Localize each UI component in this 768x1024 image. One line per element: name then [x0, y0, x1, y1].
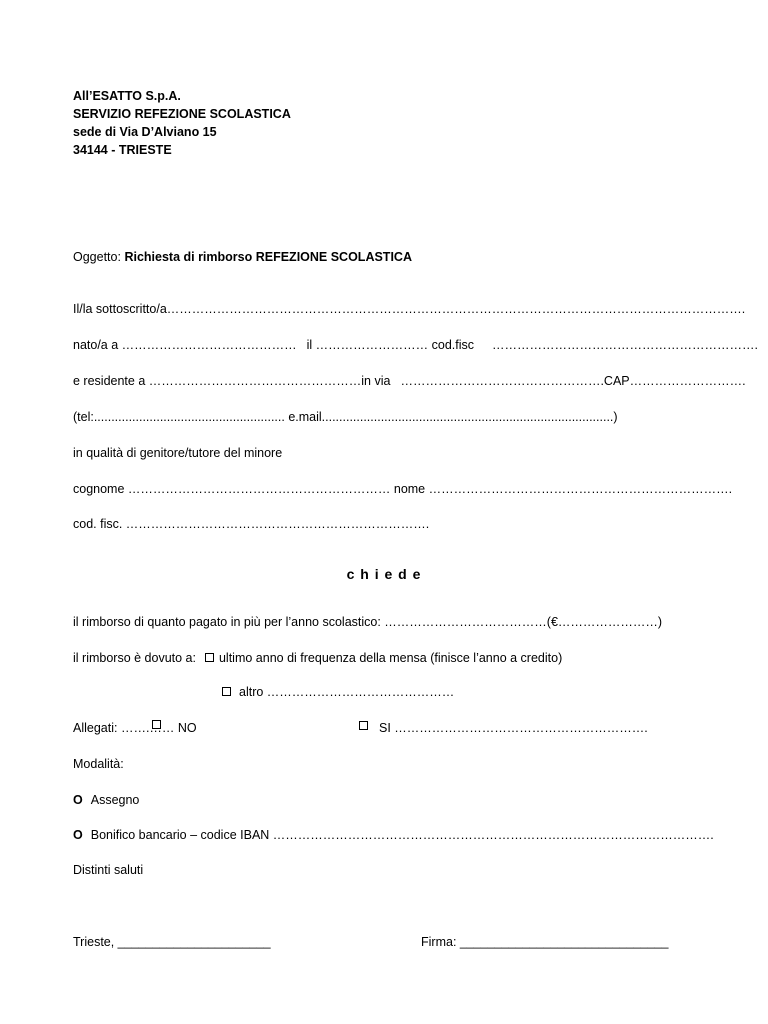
field-sottoscritto[interactable]: Il/la sottoscritto/a………………………………………………………………………………………………………………………….	[73, 302, 746, 316]
checkbox-allegati-si[interactable]	[359, 721, 368, 730]
field-codfisc-minore[interactable]: cod. fisc. ……………………………………………………………….	[73, 517, 430, 531]
recipient-department: SERVIZIO REFEZIONE SCOLASTICA	[73, 107, 291, 121]
field-cognome-nome[interactable]: cognome ……………………………………………………… nome ……………………………………………………………….	[73, 482, 733, 496]
field-via-cap: ………………………………………….CAP……………………….	[400, 374, 746, 388]
field-qualita: in qualità di genitore/tutore del minore	[73, 446, 283, 460]
field-nato: nato/a a ……………………………………	[73, 338, 297, 352]
recipient-company: All’ESATTO S.p.A.	[73, 89, 181, 103]
field-residenza-row[interactable]	[73, 373, 746, 389]
allegati-si[interactable]: SI …………………………………………………….	[379, 721, 648, 735]
field-residente: e residente a ……………………………………………in via	[73, 374, 391, 388]
allegati-label: Allegati: …….……	[73, 721, 175, 735]
option-assegno-row[interactable]	[73, 792, 139, 808]
field-il-codfisc: il ……………………… cod.fisc	[306, 338, 475, 352]
closing-saluti: Distinti saluti	[73, 863, 144, 877]
radio-assegno-icon[interactable]: O	[73, 793, 83, 807]
recipient-address: sede di Via D’Alviano 15	[73, 125, 217, 139]
allegati-si-row	[359, 720, 648, 736]
field-firma[interactable]: Firma: ______________________________	[421, 935, 669, 949]
field-nato-row[interactable]	[73, 337, 758, 353]
modalita-label: Modalità:	[73, 757, 124, 771]
chiede-title: c h i e d e	[346, 566, 422, 582]
rimborso-dovuto-label: il rimborso è dovuto a:	[73, 651, 196, 665]
option-bonifico: Bonifico bancario – codice IBAN …………………………………………………………………………………………….	[90, 828, 714, 842]
recipient-city: 34144 - TRIESTE	[73, 143, 172, 157]
rimborso-dovuto-row	[73, 650, 562, 666]
checkbox-altro[interactable]	[222, 687, 231, 696]
checkbox-ultimo-anno[interactable]	[205, 653, 214, 662]
checkbox-allegati-no[interactable]	[152, 720, 161, 729]
subject-label: Oggetto:	[73, 250, 121, 264]
field-rimborso-anno[interactable]: il rimborso di quanto pagato in più per l’anno scolastico: …………………………………(€……………………)	[73, 615, 663, 629]
field-codfisc-dots: ……………………………………………………….	[492, 338, 759, 352]
option-ultimo-anno: ultimo anno di frequenza della mensa (finisce l’anno a credito)	[218, 651, 563, 665]
allegati-row	[73, 720, 197, 736]
option-altro[interactable]: altro ………………………………………	[239, 685, 455, 699]
allegati-no: NO	[177, 721, 197, 735]
option-bonifico-row[interactable]	[73, 827, 714, 843]
option-assegno: Assegno	[90, 793, 140, 807]
option-altro-row	[222, 684, 454, 700]
radio-bonifico-icon[interactable]: O	[73, 828, 83, 842]
subject-text: Richiesta di rimborso REFEZIONE SCOLASTICA	[124, 250, 412, 264]
subject-line	[73, 249, 412, 265]
field-tel-email[interactable]: (tel:....................................................... e.mail....................................................................................)	[73, 410, 618, 424]
field-luogo-data[interactable]: Trieste, ______________________	[73, 935, 271, 949]
